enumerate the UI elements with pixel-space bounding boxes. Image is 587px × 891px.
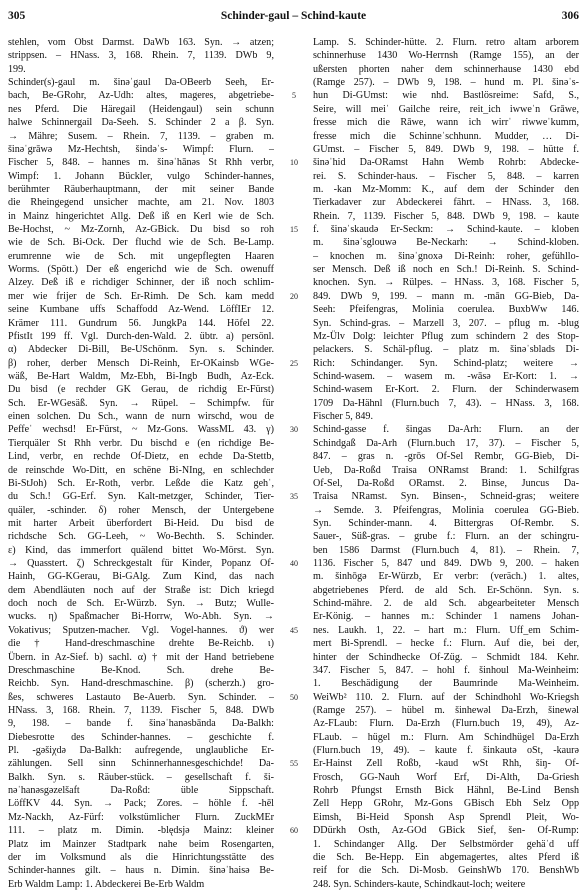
page-number-right: 306 bbox=[561, 10, 579, 22]
text-line: Vokativus; Sputzen-macher. Vgl. Vogel-hannes. ϑ) wer bbox=[8, 624, 274, 636]
text-line: Sauer-, Süß-gras. – grube f.: Flurn. an der schingru- bbox=[313, 531, 579, 543]
line-number: 20 bbox=[290, 291, 298, 301]
text-line: Er-König. – hannes m.: Schinder 1 namens Johan- bbox=[313, 611, 579, 623]
text-line: m. -kan Mz-Momm: K., auf dem der Schinder den bbox=[313, 183, 579, 195]
text-line: zählungen. Sell sinn Schinnerhannesgeschichde! Da- bbox=[8, 758, 274, 770]
text-line: Ueb, Da-Roßd Traisa ONRamst Brand: 1. Schilfgras bbox=[313, 464, 579, 476]
text-line: Er-Hainst Zell Roßb, -kaud wSt Rhh, šiŋ- Of- bbox=[313, 758, 579, 770]
text-line: erumrenne wie de Sch. mit ungepflegten Haaren bbox=[8, 250, 274, 262]
text-line: (Ramge 257). – DWb 9, 198. – hund m. Pl. šinəˈs- bbox=[313, 77, 579, 89]
text-line: Traisa NRamst. Syn. Binsen-, Schneid-gras; weitere bbox=[313, 491, 579, 503]
text-line: 849. DWb 9, 199. – mann m. -mān GG-Bieb, Da- bbox=[313, 290, 579, 302]
text-line: 1136. Fischer 5, 847 und 849. DWb 9, 200. – haken bbox=[313, 558, 579, 570]
text-line: ben 1586 Darmst (Flurn.buch 4, 81). – Rhein. 7, bbox=[313, 544, 579, 556]
text-line: Seire, will meiˈ Gailche reire, reit_ich iwweˈn Grāwe, bbox=[313, 103, 579, 115]
text-line: einen solchen. Du Sch., wann de nurn wirschd, wou de bbox=[8, 411, 274, 423]
text-line: du Sch.! GG-Erf. Syn. Kalt-metzger, Schinder, Tier- bbox=[8, 491, 274, 503]
text-line: Platz im Mainzer Stadtpark nahe beim Rosengarten, bbox=[8, 838, 274, 850]
text-line: Worms. (Spött.) Der eß engerichd wie de Sch. owenuff bbox=[8, 264, 274, 276]
text-line: Lamp. S. Schinder-hütte. 2. Flurn. retro altam arborem bbox=[313, 37, 579, 48]
text-line: Eimsh, Bi-Heid Sponsh Asp Sprendl Pleit, Wo- bbox=[313, 811, 579, 823]
text-line: dem Abendläuten noch auf der Straße ist: Dich kriegd bbox=[8, 584, 274, 596]
line-number: 40 bbox=[290, 559, 298, 569]
text-line: Erb Waldm Lamp: 1. Abdeckerei Be-Erb Waldm bbox=[8, 878, 205, 890]
text-line: Schind-gasse f. šingas Da-Arh: Flurn. an der bbox=[313, 424, 579, 436]
text-line: wie de Sch. Bi-Ock. Der fluchd wie de Sch. Be-Lamp. bbox=[8, 237, 274, 249]
text-line: der im Volksmund als die Hinrichtungsstätte des bbox=[8, 851, 274, 863]
page-number-left: 305 bbox=[8, 10, 26, 22]
text-line: 1709 Da-Hähnl (Flurn.buch 7, 43). – HNass. 3, 168. bbox=[313, 397, 579, 409]
text-line: quäler, -schinder. δ) roher Mensch, der Untergebene bbox=[8, 504, 274, 516]
text-line: → Mähre; Susem. – Rhein. 7, 1139. – graben m. bbox=[8, 130, 274, 142]
text-line: Mz-Nackh, Az-Fürf: volkstümlicher Flurn. ZuckMEr bbox=[8, 811, 274, 823]
text-line: Schind-mähre. 2. de ald Sch. abgearbeiteter Mensch bbox=[313, 598, 579, 610]
text-line: Alzey. Deß iß e richdiger Schinner, der iß noch schlim- bbox=[8, 277, 274, 289]
text-line: schinnerhuse 1430 Wo-Herrnsh (Ramge 155), an der bbox=[313, 50, 579, 62]
text-line: FLaub. – hügel m.: Flurn. Am Schindhügel Da-Erzh bbox=[313, 731, 579, 743]
text-line: reif for die Sch. Di-Mosb. GeinshWb 170. BenshWb bbox=[313, 865, 579, 877]
text-line: wucks. η) Spaßmacher Bi-Horrw, Wo-Abh. Syn. → bbox=[8, 611, 274, 623]
text-line: Mz-Ülv Dolg: leichter Pflug zum schindern 2 des Stop- bbox=[313, 330, 579, 342]
page-header bbox=[8, 10, 579, 26]
text-line: Rohrb Pfungst Ernsth Bick Hähnl, Be-Lind Bensh bbox=[313, 785, 579, 797]
text-line: Reichb. Syn. Hand-dreschmaschine. β) (scherzh.) gro- bbox=[8, 678, 274, 690]
text-line: in Mainz hingerichtet Allg. Deß iß en Kerl wie de Sch. bbox=[8, 210, 274, 222]
text-line: Rhein. 7, 1139. Fischer 5, 848. DWb 9, 198. – kaute bbox=[313, 210, 579, 222]
text-line: PfistIt 199 ff. Vgl. Durch-den-Wald. 2. übtr. a) persönl. bbox=[8, 330, 274, 342]
text-line: strippsen. – HNass. 3, 168. Rhein. 7, 1139. DWb 9, bbox=[8, 50, 274, 62]
line-number: 50 bbox=[290, 692, 298, 702]
text-line: DDürkh Osth, Az-GOd GBick Sief, šen- Of-Rump: bbox=[313, 825, 579, 837]
line-number: 35 bbox=[290, 492, 298, 502]
text-line: šinəˈhid Da-ORamst Hahn Wemb Rohrb: Abdecke- bbox=[313, 157, 579, 169]
text-line: m. šinhōgə Er-Würzb, Er verbr: (veräch.) 1. altes, bbox=[313, 571, 579, 583]
text-line: → Semde. 3. Pfeifengras, Molinia coerulea GG-Bieb. bbox=[313, 504, 579, 516]
text-line: richdsche Sch. GG-Leeh, ~ Wo-Bechth. S. Schinder. bbox=[8, 531, 274, 543]
text-line: Schind-wasem Er-Kort. 2. Flurn. der Schinderwasem bbox=[313, 384, 579, 396]
text-line: doch noch de Sch. Er-Würzb. Syn. → Butz; Wulle- bbox=[8, 598, 274, 610]
text-line: ε) Kind, das immerfort quälend bittet Wo-Mörst. Syn. bbox=[8, 544, 274, 556]
text-line: die Rheingegend unsicher machte, am 21. Nov. 1803 bbox=[8, 197, 274, 209]
text-line: pelackers. S. Schäl-pflug. – platz m. šinəˈsblads Di- bbox=[313, 344, 579, 356]
text-line: fresse mich die Rāwe, wann ich wirrˈ riwweˈkumm, bbox=[313, 117, 579, 129]
text-line: Of-Sel, Da-Roßd ORamst. 2. Binse, Juncus Da- bbox=[313, 477, 579, 489]
text-line: die † Hand-dreschmaschine drehte Be-Reichb. ι) bbox=[8, 638, 274, 650]
text-line: f. šinəˈskaudə Er-Seckm: → Schind-kaute. – kloben bbox=[313, 224, 579, 236]
text-line: mert Bi-Sprendl. – hecke f.: Flurn. Auf die, bei der, bbox=[313, 638, 579, 650]
text-line: nes. Laukh. 1, 22. – hart m.: Flurn. Uff_em Schim- bbox=[313, 624, 579, 636]
line-number: 55 bbox=[290, 759, 298, 769]
text-line: Übern. in Az-Sief. b) sachl. α) † mit der Hand betriebene bbox=[8, 651, 274, 663]
text-line: Rich: Schindanger. Syn. Schind-platz; weitere → bbox=[313, 357, 579, 369]
text-line: rei. S. Schinder-haus. – Fischer 5, 848. – karren bbox=[313, 170, 579, 182]
text-line: hinter der Schindhecke Of-Züg. – Schmidt 184. Kehr. bbox=[313, 651, 579, 663]
text-line: fresse mich die Schinneˈschhunn. Mudder, … Di- bbox=[313, 130, 579, 142]
text-line: Schinder-hannes gilt. – haus n. Dimin. šinəˈhaisǝ Be- bbox=[8, 865, 274, 877]
text-line: Tierquäler St Rhh verbr. Du bischd e (en richdige Be- bbox=[8, 437, 274, 449]
text-line: Schind-wasem. – wasem m. -wāsə Er-Kort: 1. → bbox=[313, 370, 579, 382]
text-line: Be-Hochst, ~ Mz-Zornh, Az-GBick. Du bisd so roh bbox=[8, 224, 274, 236]
text-line: Diebesrotte des Schinder-hannes. – geschichte f. bbox=[8, 731, 274, 743]
line-number: 15 bbox=[290, 225, 298, 235]
text-line: ßes, schweres Lastauto Be-Auerb. Syn. Schinder. – bbox=[8, 691, 274, 703]
text-line: 199. bbox=[8, 63, 26, 75]
text-line: seine Kumbane uffs Schaffodd Az-Wend. LöffIEr 12. bbox=[8, 304, 274, 316]
text-line: Seeh: Pfeifengras, Molinia coerulea. BuxbWw 146. bbox=[313, 304, 579, 316]
text-line: Sch. Er-WGesäß. Syn. → Rüpel. – Schimpfw. für bbox=[8, 397, 274, 409]
text-line: Lind, verbr, en rechde Of-Dietz, en echde Da-Stettb, bbox=[8, 451, 274, 463]
text-line: berühmter Räuberhauptmann, der mit seiner Bande bbox=[8, 183, 274, 195]
text-line: 847. – gras n. -grōs Of-Sel Rembr, GG-Bieb, Di- bbox=[313, 451, 579, 463]
text-line: 9, 198. – bande f. šinəˈhanəsbānda Da-Balkh: bbox=[8, 718, 274, 730]
text-line: (Ramge 257). – hübel m. šinhewəl Da-Erzh, šinewəl bbox=[313, 704, 579, 716]
text-line: Fischer 5, 848. – hannes m. šinəˈhānəs St Rhh verbr, bbox=[8, 157, 274, 169]
text-line: (Flurn.buch 19, 49). – kaute f. šinkautə oSt, -kaurə bbox=[313, 745, 579, 757]
text-line: die Sch. Be-Hepp. Ein abgemagertes, altes Pferd iß bbox=[313, 851, 579, 863]
text-line: Pl. -gəšiχdə Da-Balkh: aufregende, unglaubliche Er- bbox=[8, 745, 274, 757]
text-line: wäß, Be-Hart Waldm, Mz-Ebh, Bi-Ingb Budh, Az-Eck. bbox=[8, 370, 274, 382]
text-line: Balkh. Syn. s. Räuber-stück. – gesellschaft f. ši- bbox=[8, 771, 274, 783]
text-line: m. šinəˈsglouwə Be-Neckarh: → Schind-kloben. bbox=[313, 237, 579, 249]
line-number: 60 bbox=[290, 826, 298, 836]
text-line: Peffeˈ wechsd! Er-Fürst, ~ Mz-Gons. WassML 43. γ) bbox=[8, 424, 274, 436]
text-line: GUmst. – Fischer 5, 849. DWb 9, 198. – hütte f. bbox=[313, 143, 579, 155]
text-line: Syn. Schinder-mann. 4. Bittergras Of-Rembr. S. bbox=[313, 517, 579, 529]
text-line: 1. Schindanger Allg. Der Selbstmörder gehäˈd uff bbox=[313, 838, 579, 850]
text-line: Az-FLaub: Flurn. Da-Erzh (Flurn.buch 19, 49), Az- bbox=[313, 718, 579, 730]
text-line: – knochen m. šinəˈgnoxə Di-Reinh: roher, gefühllo- bbox=[313, 250, 579, 262]
text-line: Syn. Schind-gras. – Marzell 3, 207. – pflug m. -blug bbox=[313, 317, 579, 329]
text-line: knochen. Syn. → Rülpes. – HNass. 3, 168. Fischer 5, bbox=[313, 277, 579, 289]
text-line: Dreschmaschine Be-Knod. Sch. drehe Be- bbox=[8, 664, 274, 676]
left-column bbox=[8, 36, 274, 891]
text-line: 1. Beschädigung der Baumrinde Ma-Weinheim. bbox=[313, 678, 579, 690]
text-line: šinəˈgrāwə Mz-Hechtsh, šindəˈs- Wimpf: Flurn. – bbox=[8, 143, 274, 155]
text-line: abgetriebenes Pferd. de ald Sch. Er-Schönn. Syn. s. bbox=[313, 584, 579, 596]
text-line: bach, Be-GRohr, Az-Udh: altes, mageres, abgetriebe- bbox=[8, 90, 274, 102]
line-number: 30 bbox=[290, 425, 298, 435]
running-head: Schinder-gaul – Schind-kaute bbox=[220, 10, 367, 22]
text-line: mit harter Arbeit überfordert Bi-Heid. Du bisd de bbox=[8, 517, 274, 529]
text-line: 111. – platz m. Dimin. -blędsjə Mainz: kleiner bbox=[8, 825, 274, 837]
text-line: stehlen, vom Obst Darmst. DaWb 163. Syn. → atzen; bbox=[8, 37, 274, 48]
text-line: Schindgaß Da-Arh (Flurn.buch 17, 37). – Fischer 5, bbox=[313, 437, 579, 449]
text-line: Krämer 111. Gundrum 56. JungkPa 144. Höfel 22. bbox=[8, 317, 274, 329]
text-line: Frosch, GG-Nauh Worf Erf, Di-Alth, Da-Griesh bbox=[313, 771, 579, 783]
text-line: Du bisd (e rechder GK Gerau, de richdig Er-Fürst) bbox=[8, 384, 274, 396]
text-line: hun Di-GUmst: wie nhd. Bastlösreime: Safd, S., bbox=[313, 90, 579, 102]
text-line: de reinschde Wo-Ditt, en schëne Bi-NIng, en schlechder bbox=[8, 464, 274, 476]
text-line: Zell Hepp GRohr, Mz-Gons GBisch Ebh Selz Opp bbox=[313, 798, 579, 810]
text-line: Bi-StJoh) Sch. Er-Roth, verbr. Leßde die Katz gehˈ, bbox=[8, 477, 274, 489]
text-line: 248. Syn. Schinders-kaute, Schindkaut-loch; weitere bbox=[313, 878, 526, 890]
text-line: ußersten phorten naher dem schinnerhause 1430 ebd bbox=[313, 63, 579, 75]
text-line: ser Mensch. Deß iß noch en Sch.! Di-Reinh. S. Schind- bbox=[313, 264, 579, 276]
text-line: nəˈhanəsgəzelšaft Da-Roßd: üble Sippschaft. bbox=[8, 785, 274, 797]
text-line: LöffKV 44. Syn. → Pack; Zores. – höhle f. -hēl bbox=[8, 798, 274, 810]
text-line: β) roher, derber Mensch Di-Reinh, Er-OKainsb WGe- bbox=[8, 357, 274, 369]
line-number: 25 bbox=[290, 358, 298, 368]
text-line: halwe Schinnergail Da-Seeh. S. Schinder 2 a β. Syn. bbox=[8, 117, 274, 129]
line-number: 10 bbox=[290, 158, 298, 168]
right-column bbox=[313, 36, 579, 891]
text-line: HNass. 3, 168. Rhein. 7, 1139. Fischer 5, 848. DWb bbox=[8, 704, 274, 716]
text-line: Wimpf: 1. Johann Bückler, vulgo Schinder-hannes, bbox=[8, 170, 274, 182]
text-line: WeiWb² 110. 2. Flurn. auf der Schindhohl Wo-Kriegsh bbox=[313, 691, 579, 703]
text-line: Fischer 5, 849. bbox=[313, 411, 373, 423]
text-line: 347. Fischer 5, 847. – hohl f. šinhoul Ma-Weinheim: bbox=[313, 664, 579, 676]
text-line: Schinder(s)-gaul m. šinəˈgaul Da-OBeerb Seeh, Er- bbox=[8, 77, 274, 89]
line-number: 45 bbox=[290, 625, 298, 635]
text-line: Hainh, GG-KGerau, Bi-GAlg. Zum Kind, das nach bbox=[8, 571, 274, 583]
line-number: 5 bbox=[292, 91, 296, 101]
text-line: Tierkadaver zur Abdeckerei fährt. – HNass. 3, 168. bbox=[313, 197, 579, 209]
text-line: → Quasstert. ζ) Schreckgestalt für Kinder, Popanz Of- bbox=[8, 558, 274, 570]
text-line: α) Abdecker Di-Bill, Be-USchönm. Syn. s. Schinder. bbox=[8, 344, 274, 356]
text-line: nes Pferd. Die Häregail (Heidengaul) sein schunn bbox=[8, 103, 274, 115]
text-line: mer wie frijer de Sch. Er-Rimh. De Sch. kam medd bbox=[8, 290, 274, 302]
